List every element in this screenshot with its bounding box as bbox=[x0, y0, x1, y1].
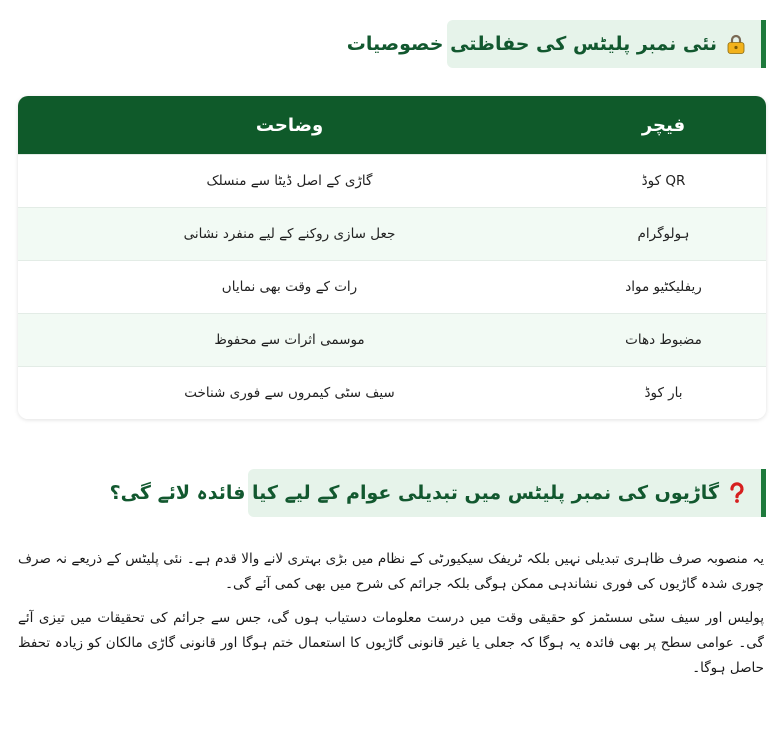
features-table bbox=[18, 96, 766, 419]
description-cell: سیف سٹی کیمروں سے فوری شناخت bbox=[184, 385, 395, 401]
section-heading-security-features bbox=[346, 20, 766, 68]
section-heading-public-benefit bbox=[109, 469, 766, 517]
table-row bbox=[18, 366, 766, 419]
feature-cell: ہولوگرام bbox=[637, 226, 690, 242]
feature-cell: ریفلیکٹیو مواد bbox=[625, 279, 702, 295]
lock-icon bbox=[725, 32, 747, 56]
article-body bbox=[18, 547, 764, 690]
section-title: گاڑیوں کی نمبر پلیٹس میں تبدیلی عوام کے لیے کیا فائدہ لائے گی؟ bbox=[109, 482, 719, 504]
column-header-description: وضاحت bbox=[255, 114, 324, 136]
section-title: نئی نمبر پلیٹس کی حفاظتی خصوصیات bbox=[346, 33, 717, 55]
question-mark-icon bbox=[727, 481, 747, 505]
description-cell: رات کے وقت بھی نمایاں bbox=[221, 279, 358, 295]
feature-cell: بار کوڈ bbox=[644, 385, 683, 401]
feature-cell: مضبوط دھات bbox=[625, 332, 702, 348]
paragraph: یہ منصوبہ صرف ظاہری تبدیلی نہیں بلکہ ٹریفک سیکیورٹی کے نظام میں بڑی بہتری لانے والا قدم ہے۔ نئی پلیٹس کے ذریعے نہ صرف چوری شدہ گاڑیوں کی فوری نشاندہی ممکن ہوگی بلکہ جرائم کی شرح میں بھی کمی آئے گی۔ bbox=[18, 551, 764, 592]
table-row bbox=[18, 260, 766, 313]
table-row bbox=[18, 207, 766, 260]
table-header bbox=[18, 96, 766, 154]
table-row bbox=[18, 313, 766, 366]
description-cell: جعل سازی روکنے کے لیے منفرد نشانی bbox=[183, 226, 396, 242]
feature-cell: QR کوڈ bbox=[641, 173, 686, 189]
table-body bbox=[18, 154, 766, 419]
description-cell: گاڑی کے اصل ڈیٹا سے منسلک bbox=[206, 173, 373, 189]
column-header-feature: فیچر bbox=[641, 114, 686, 136]
table-row bbox=[18, 154, 766, 207]
description-cell: موسمی اثرات سے محفوظ bbox=[214, 332, 365, 348]
paragraph: پولیس اور سیف سٹی سسٹمز کو حقیقی وقت میں درست معلومات دستیاب ہوں گی، جس سے جرائم کی تحقیقات میں تیزی آئے گی۔ عوامی سطح پر بھی فائدہ یہ ہوگا کہ جعلی یا غیر قانونی گاڑیوں کا استعمال ختم ہوگا اور قانونی گاڑی مالکان کو زیادہ تحفظ حاصل ہوگا۔ bbox=[18, 610, 764, 676]
